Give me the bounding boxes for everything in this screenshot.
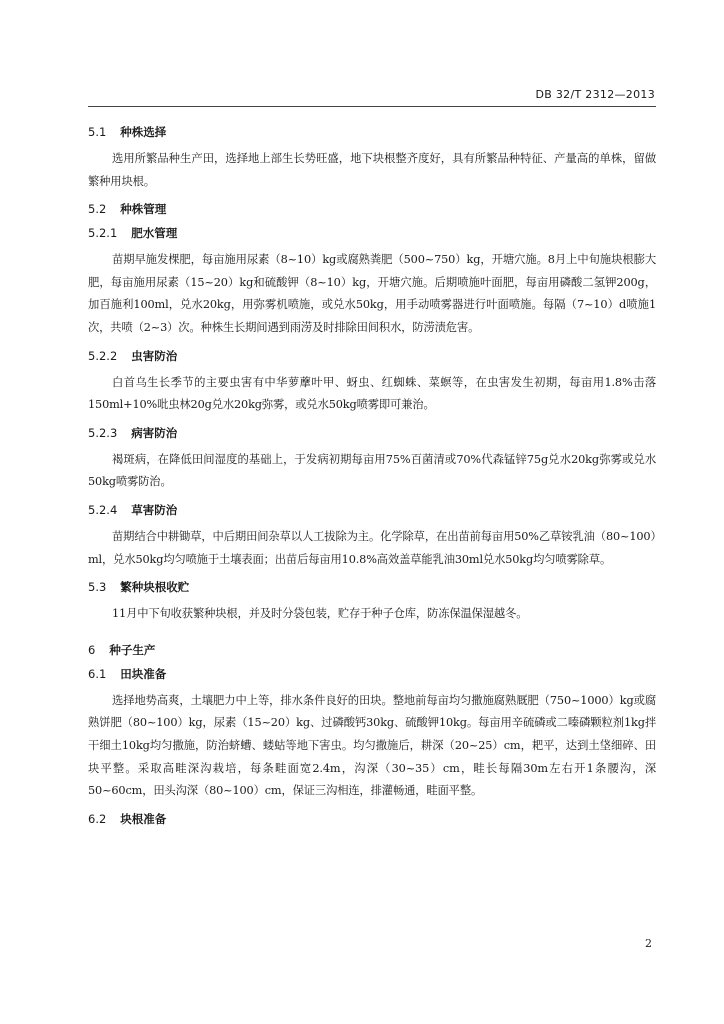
section-title: 块根准备 bbox=[120, 811, 167, 826]
document-id-header: DB 32/T 2312—2013 bbox=[535, 88, 655, 101]
paragraph-6-1: 选择地势高爽，土壤肥力中上等，排水条件良好的田块。整地前每亩均匀撒施腐熟厩肥（750~1000）kg或腐熟饼肥（80~100）kg，尿素（15~20）kg、过磷酸钙30kg、硫酸钾10kg。每亩用辛硫磷或二嗪磷颗粒剂1kg拌干细土10kg均匀撒施，防治蛴螬、蝼蛄等地下害虫。均匀撒施后，耕深（20~25）cm，耙平，达到土垡细碎、田块平整。采取高畦深沟栽培，每条畦面宽2.4m，沟深（30~35）cm，畦长每隔30m左右开1条腰沟，深50~60cm，田头沟深（80~100）cm，保证三沟相连，排灌畅通，畦面平整。 bbox=[88, 693, 656, 798]
section-number: 5.1 bbox=[88, 125, 107, 139]
section-heading-5-2-4 bbox=[88, 502, 656, 518]
section-heading-5-2 bbox=[88, 201, 656, 217]
section-title: 繁种块根收贮 bbox=[120, 580, 190, 595]
section-title: 病害防治 bbox=[131, 425, 178, 440]
section-heading-5-2-3 bbox=[88, 425, 656, 441]
section-number: 5.3 bbox=[88, 580, 107, 595]
paragraph-5-2-1: 苗期早施发棵肥，每亩施用尿素（8~10）kg或腐熟粪肥（500~750）kg，开塘穴施。8月上中旬施块根膨大肥，每亩施用尿素（15~20）kg和硫酸钾（8~10）kg，开塘穴施。后期喷施叶面肥，每亩用磷酸二氢钾200g，加百施利100ml，兑水20kg，用弥雾机喷施，或兑水50kg，用手动喷雾器进行叶面喷施。每隔（7~10）d喷施1次，共喷（2~3）次。种株生长期间遇到雨涝及时排除田间积水，防涝渍危害。 bbox=[88, 253, 656, 334]
document-body bbox=[88, 116, 656, 835]
section-title: 种株管理 bbox=[120, 202, 167, 217]
section-number: 5.2 bbox=[88, 202, 107, 217]
section-number: 5.2.4 bbox=[88, 502, 118, 517]
section-title: 草害防治 bbox=[131, 502, 178, 517]
section-heading-6-1 bbox=[88, 666, 656, 682]
section-number: 5.2.1 bbox=[88, 226, 118, 241]
section-title: 肥水管理 bbox=[131, 226, 178, 241]
page-number: 2 bbox=[645, 937, 652, 950]
paragraph-5-1: 选用所繁品种生产田，选择地上部生长势旺盛，地下块根整齐度好，具有所繁品种特征、产量高的单株，留做繁种用块根。 bbox=[88, 152, 656, 188]
paragraph-5-3: 11月中下旬收获繁种块根，并及时分袋包装，贮存于种子仓库，防冻保温保湿越冬。 bbox=[112, 607, 528, 621]
section-heading-5-1 bbox=[88, 124, 656, 140]
section-number: 5.2.2 bbox=[88, 348, 118, 363]
section-title: 种株选择 bbox=[120, 125, 167, 139]
section-title: 虫害防治 bbox=[131, 348, 178, 363]
section-heading-6 bbox=[88, 642, 656, 658]
section-heading-5-2-2 bbox=[88, 348, 656, 364]
section-number: 6.2 bbox=[88, 811, 107, 826]
section-number: 6.1 bbox=[88, 666, 107, 681]
paragraph-5-2-3: 褐斑病，在降低田间湿度的基础上，于发病初期每亩用75%百菌清或70%代森锰锌75g兑水20kg弥雾或兑水50kg喷雾防治。 bbox=[88, 452, 656, 489]
section-heading-6-2 bbox=[88, 811, 656, 827]
section-title: 种子生产 bbox=[109, 642, 156, 657]
paragraph-5-2-4: 苗期结合中耕锄草，中后期田间杂草以人工拔除为主。化学除草，在出苗前每亩用50%乙草铵乳油（80~100）ml，兑水50kg均匀喷施于土壤表面；出苗后每亩用10.8%高效盖草能乳油30ml兑水50kg均匀喷雾除草。 bbox=[88, 529, 656, 566]
header-rule bbox=[88, 106, 656, 107]
section-number: 6 bbox=[88, 642, 96, 657]
section-title: 田块准备 bbox=[120, 666, 167, 681]
section-heading-5-2-1 bbox=[88, 225, 656, 241]
paragraph-5-2-2: 白首乌生长季节的主要虫害有中华萝藦叶甲、蚜虫、红蜘蛛、菜螟等，在虫害发生初期，每亩用1.8%击落150ml+10%吡虫林20g兑水20kg弥雾，或兑水50kg喷雾即可兼治。 bbox=[88, 375, 656, 412]
section-heading-5-3 bbox=[88, 579, 656, 595]
section-number: 5.2.3 bbox=[88, 425, 118, 440]
